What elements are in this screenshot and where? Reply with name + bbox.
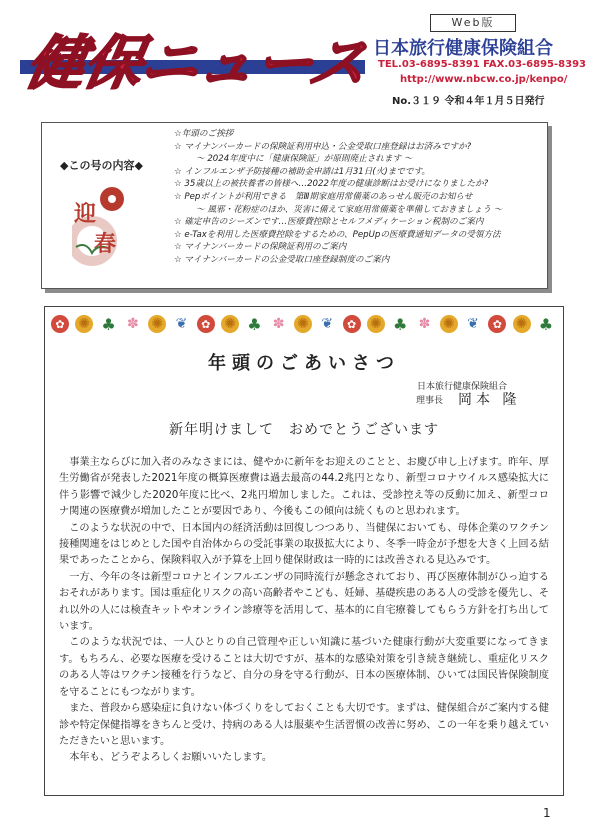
plum-blossom-icon: ✿ bbox=[51, 315, 69, 333]
stamp-char-gei: 迎 bbox=[74, 202, 97, 227]
chrysanthemum-icon: ✺ bbox=[513, 315, 531, 333]
leaf-icon: ❦ bbox=[175, 316, 188, 332]
pine-icon: ♣ bbox=[101, 314, 116, 334]
contents-item: ☆ マイナンバーカードの公金受取口座登録制度のご案内 bbox=[174, 254, 390, 265]
plum-blossom-icon: ✿ bbox=[197, 315, 215, 333]
leaf-icon: ❦ bbox=[467, 316, 479, 332]
cherry-blossom-icon: ✽ bbox=[418, 316, 431, 332]
pine-icon: ♣ bbox=[538, 314, 554, 334]
chrysanthemum-icon: ✺ bbox=[367, 315, 385, 333]
chrysanthemum-icon: ✺ bbox=[440, 315, 458, 333]
organization-contact: TEL.03-6895-8391 FAX.03-6895-8393 bbox=[378, 59, 586, 70]
new-year-greeting-article bbox=[44, 306, 564, 796]
pine-icon: ♣ bbox=[247, 314, 262, 334]
contents-item: ☆ Pepポイントが利用できる 第Ⅲ期家庭用常備薬のあっせん販売のお知らせ bbox=[174, 191, 473, 202]
contents-label: ◆この号の内容◆ bbox=[60, 159, 143, 172]
masthead bbox=[0, 0, 592, 118]
chrysanthemum-icon: ✺ bbox=[221, 315, 239, 333]
page-number: 1 bbox=[543, 806, 551, 820]
contents-list bbox=[174, 128, 544, 267]
pine-icon: ♣ bbox=[392, 314, 408, 334]
contents-item: ☆ 確定申告のシーズンです…医療費控除とセルフメディケーション税制のご案内 bbox=[174, 217, 484, 228]
article-paragraph: 事業主ならびに加入者のみなさまには、健やかに新年をお迎えのことと、お慶び申し上げます。昨年、厚生労働省が発表した2021年度の概算医療費は過去最高の44.2兆円となり、新型コロナウイルス感染拡大に伴う影響で減少した2020年度に比べ、2兆円増加しました。これは、受診控え等の反動に加え、新型コロナ関連の医療費が増加したことが要因であり、今後もこの傾向は続くものと思われます。 bbox=[59, 457, 549, 518]
article-body bbox=[59, 455, 549, 767]
contents-item: ～ 風邪・花粉症のほか、災害に備えて家庭用常備薬を準備しておきましょう ～ bbox=[196, 204, 503, 215]
cherry-blossom-icon: ✽ bbox=[127, 316, 139, 332]
author-role: 理事長 bbox=[416, 396, 444, 406]
contents-item: ☆ マイナンバーカードの保険証利用のご案内 bbox=[174, 242, 347, 253]
article-paragraph: 一方、今年の冬は新型コロナとインフルエンザの同時流行が懸念されており、再び医療体制がひっ迫するおそれがあります。国は重症化リスクの高い高齢者やこども、妊婦、基礎疾患のある人の受診を優先し、それ以外の人には検査キットやオンライン診療等を活用して、基本的に自宅療養してもらう方針を打ち出しています。 bbox=[59, 571, 549, 633]
contents-item: ☆ マイナンバーカードの保険証利用申込・公金受取口座登録はお済みですか? bbox=[174, 141, 472, 152]
geishun-stamp bbox=[72, 183, 128, 267]
newsletter-logo-text: 健保ニュース bbox=[21, 29, 373, 97]
article-paragraph: また、普段から感染症に負けない体づくりをしておくことも大切です。まずは、健保組合がご案内する健診や特定保健指導をきちんと受け、持病のある人は服薬や生活習慣の改善に努め、この一年を乗り越えていただきたいと思います。 bbox=[59, 703, 549, 747]
leaf-icon: ❦ bbox=[321, 316, 334, 332]
article-paragraph: 本年も、どうぞよろしくお願いいたします。 bbox=[69, 752, 273, 764]
contents-box bbox=[41, 122, 548, 289]
plum-blossom-icon: ✿ bbox=[343, 315, 361, 333]
article-paragraph: このような状況の中で、日本国内の経済活動は回復しつつあり、当健保においても、母体企業のワクチン接種関連をはじめとした国や自治体からの受託事業の取扱拡大により、冬季一時金が予想を大きく上回る結果であったことから、保険料収入が予算を上回り健保財政は一時的には改善される見込みです。 bbox=[59, 522, 549, 567]
contents-item: ☆年頭のご挨拶 bbox=[174, 129, 234, 139]
chrysanthemum-icon: ✺ bbox=[294, 315, 312, 333]
web-edition-badge: Web版 bbox=[430, 14, 516, 32]
article-headline: 新年明けまして おめでとうございます bbox=[169, 422, 439, 438]
contents-item: ☆ e-Taxを利用した医療費控除をするための、PepUpの医療費通知データの受領方法 bbox=[174, 229, 501, 240]
author-name: 岡本 隆 bbox=[458, 392, 521, 408]
organization-name: 日本旅行健康保険組合 bbox=[373, 38, 553, 59]
newsletter-logo bbox=[21, 12, 373, 97]
author-organization: 日本旅行健康保険組合 bbox=[417, 382, 508, 392]
contents-item: ☆ 35歳以上の被扶養者の皆様へ…2022年度の健康診断はお受けになりましたか? bbox=[174, 179, 489, 190]
plum-blossom-icon: ✿ bbox=[488, 315, 506, 333]
chrysanthemum-icon: ✺ bbox=[148, 315, 166, 333]
article-title: 年頭のごあいさつ bbox=[208, 353, 400, 374]
article-paragraph: このような状況では、一人ひとりの自己管理や正しい知識に基づいた健康行動が大変重要になってきます。もちろん、必要な医療を受けることは大切ですが、基本的な感染対策を引き続き継続し、重症化リスクのある人等はワクチン接種を行うなど、自分の身を守る行動が、日本の医療体制、ひいては国民皆保険制度を守ることにもつながります。 bbox=[59, 637, 549, 698]
stamp-char-shun: 春 bbox=[94, 232, 117, 257]
cherry-blossom-icon: ✽ bbox=[272, 316, 285, 332]
chrysanthemum-icon: ✺ bbox=[75, 315, 93, 333]
contents-item: ☆ インフルエンザ予防接種の補助金申請は1月31日(火)までです。 bbox=[174, 166, 430, 177]
issue-info: No.３１９ 令和４年１月５日発行 bbox=[392, 96, 545, 107]
decorative-border bbox=[51, 313, 555, 335]
contents-item: ～ 2024年度中に「健康保険証」が原則廃止されます ～ bbox=[196, 154, 413, 165]
organization-url[interactable]: http://www.nbcw.co.jp/kenpo/ bbox=[400, 74, 568, 85]
